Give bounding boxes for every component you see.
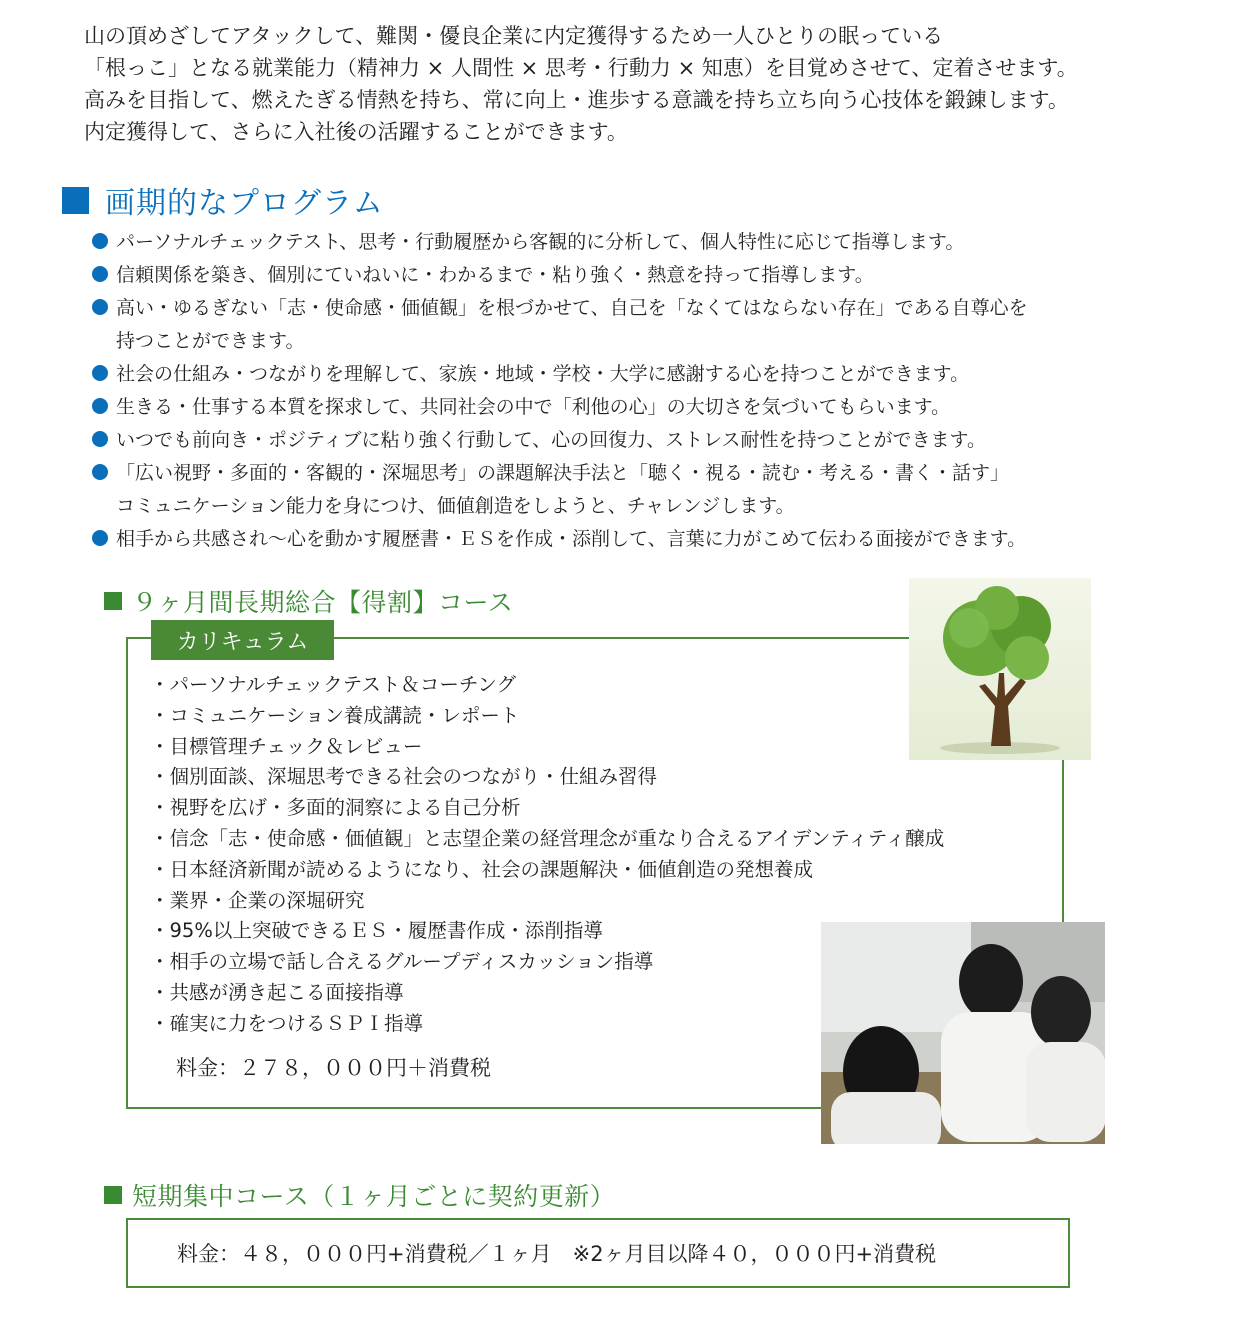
long-course-title: ９ヶ月間長期総合【得割】コース (132, 588, 514, 617)
program-bullet (92, 226, 1222, 259)
program-bullet (92, 259, 1222, 292)
program-bullet-text: 生きる・仕事する本質を探求して、共同社会の中で「利他の心」の大切さを気づいてもらいます。 (116, 396, 951, 418)
program-bullet (92, 424, 1222, 457)
curriculum-item: ・95%以上突破できるＥＳ・履歴書作成・添削指導 (150, 919, 603, 943)
bullet-dot-icon (92, 398, 108, 414)
program-bullet-text: 信頼関係を築き、個別にていねいに・わかるまで・粘り強く・熱意を持って指導します。 (116, 264, 874, 286)
program-title: 画期的なプログラム (105, 186, 384, 221)
short-course-fee: 料金：４８，０００円+消費税／１ヶ月 ※2ヶ月目以降４０，０００円+消費税 (177, 1242, 937, 1266)
curriculum-item: ・共感が湧き起こる面接指導 (150, 980, 404, 1004)
curriculum-label: カリキュラム (151, 620, 334, 660)
program-bullet-text: コミュニケーション能力を身につけ、価値創造をしようと、チャレンジします。 (116, 495, 795, 517)
curriculum-item: ・信念「志・使命感・価値観」と志望企業の経営理念が重なり合えるアイデンティティ醸成 (150, 826, 945, 850)
curriculum-item: ・目標管理チェック＆レビュー (150, 734, 423, 758)
curriculum-item: ・視野を広げ・多面的洞察による自己分析 (150, 796, 521, 820)
program-bullet-text: 「広い視野・多面的・客観的・深堀思考」の課題解決手法と「聴く・視る・読む・考える・書く・話す」 (116, 462, 1010, 484)
curriculum-item: ・業界・企業の深堀研究 (150, 888, 365, 912)
curriculum-item: ・相手の立場で話し合えるグループディスカッション指導 (150, 950, 654, 974)
bullet-dot-icon (92, 233, 108, 249)
long-course-fee: 料金：２７８，０００円＋消費税 (176, 1056, 491, 1080)
short-course-title: 短期集中コース（１ヶ月ごとに契約更新） (132, 1182, 616, 1211)
curriculum-item: ・コミュニケーション養成講読・レポート (150, 703, 520, 727)
curriculum-item: ・確実に力をつけるＳＰＩ指導 (150, 1011, 424, 1035)
bullet-dot-icon (92, 266, 108, 282)
long-course-heading (104, 583, 513, 619)
curriculum-item: ・日本経済新聞が読めるようになり、社会の課題解決・価値創造の発想養成 (150, 857, 814, 881)
short-course-heading (104, 1177, 615, 1213)
tree-image (909, 578, 1091, 760)
program-bullet (92, 292, 1222, 358)
intro-line: 高みを目指して、燃えたぎる情熱を持ち、常に向上・進歩する意識を持ち立ち向う心技体を鍛錬します。 (84, 88, 1069, 112)
program-bullet (92, 391, 1222, 424)
program-bullet-text: 相手から共感され～心を動かす履歴書・ＥＳを作成・添削して、言葉に力がこめて伝わる面接ができます。 (116, 528, 1027, 550)
bullet-dot-icon (92, 530, 108, 546)
curriculum-item: ・個別面談、深堀思考できる社会のつながり・仕組み習得 (150, 765, 658, 789)
heading-square-icon (104, 1186, 122, 1204)
intro-line: 「根っこ」となる就業能力（精神力 × 人間性 × 思考・行動力 × 知恵）を目覚めさせて、定着させます。 (84, 56, 1078, 80)
short-course-fee-box (126, 1218, 1070, 1288)
program-heading (62, 178, 384, 222)
curriculum-item: ・パーソナルチェックテスト＆コーチング (150, 673, 517, 696)
bullet-dot-icon (92, 464, 108, 480)
program-bullet (92, 358, 1222, 391)
program-bullet-text: 持つことができます。 (116, 330, 305, 352)
program-bullet-text: いつでも前向き・ポジティブに粘り強く行動して、心の回復力、ストレス耐性を持つことができます。 (116, 429, 987, 451)
bullet-dot-icon (92, 365, 108, 381)
program-bullet-list (92, 226, 1222, 556)
classroom-photo (821, 922, 1105, 1144)
program-bullet (92, 457, 1222, 523)
intro-text (84, 20, 1224, 148)
program-bullet-text: パーソナルチェックテスト、思考・行動履歴から客観的に分析して、個人特性に応じて指導します。 (116, 231, 965, 253)
intro-line: 山の頂めざしてアタックして、難関・優良企業に内定獲得するため一人ひとりの眠っている (84, 24, 944, 48)
program-bullet-text: 社会の仕組み・つながりを理解して、家族・地域・学校・大学に感謝する心を持つことができます。 (116, 363, 970, 385)
heading-square-icon (104, 592, 122, 610)
bullet-dot-icon (92, 431, 108, 447)
program-bullet (92, 523, 1222, 556)
heading-square-icon (62, 187, 89, 214)
program-bullet-text: 高い・ゆるぎない「志・使命感・価値観」を根づかせて、自己を「なくてはならない存在」である自尊心を (116, 297, 1028, 319)
intro-line: 内定獲得して、さらに入社後の活躍することができます。 (84, 120, 628, 144)
bullet-dot-icon (92, 299, 108, 315)
